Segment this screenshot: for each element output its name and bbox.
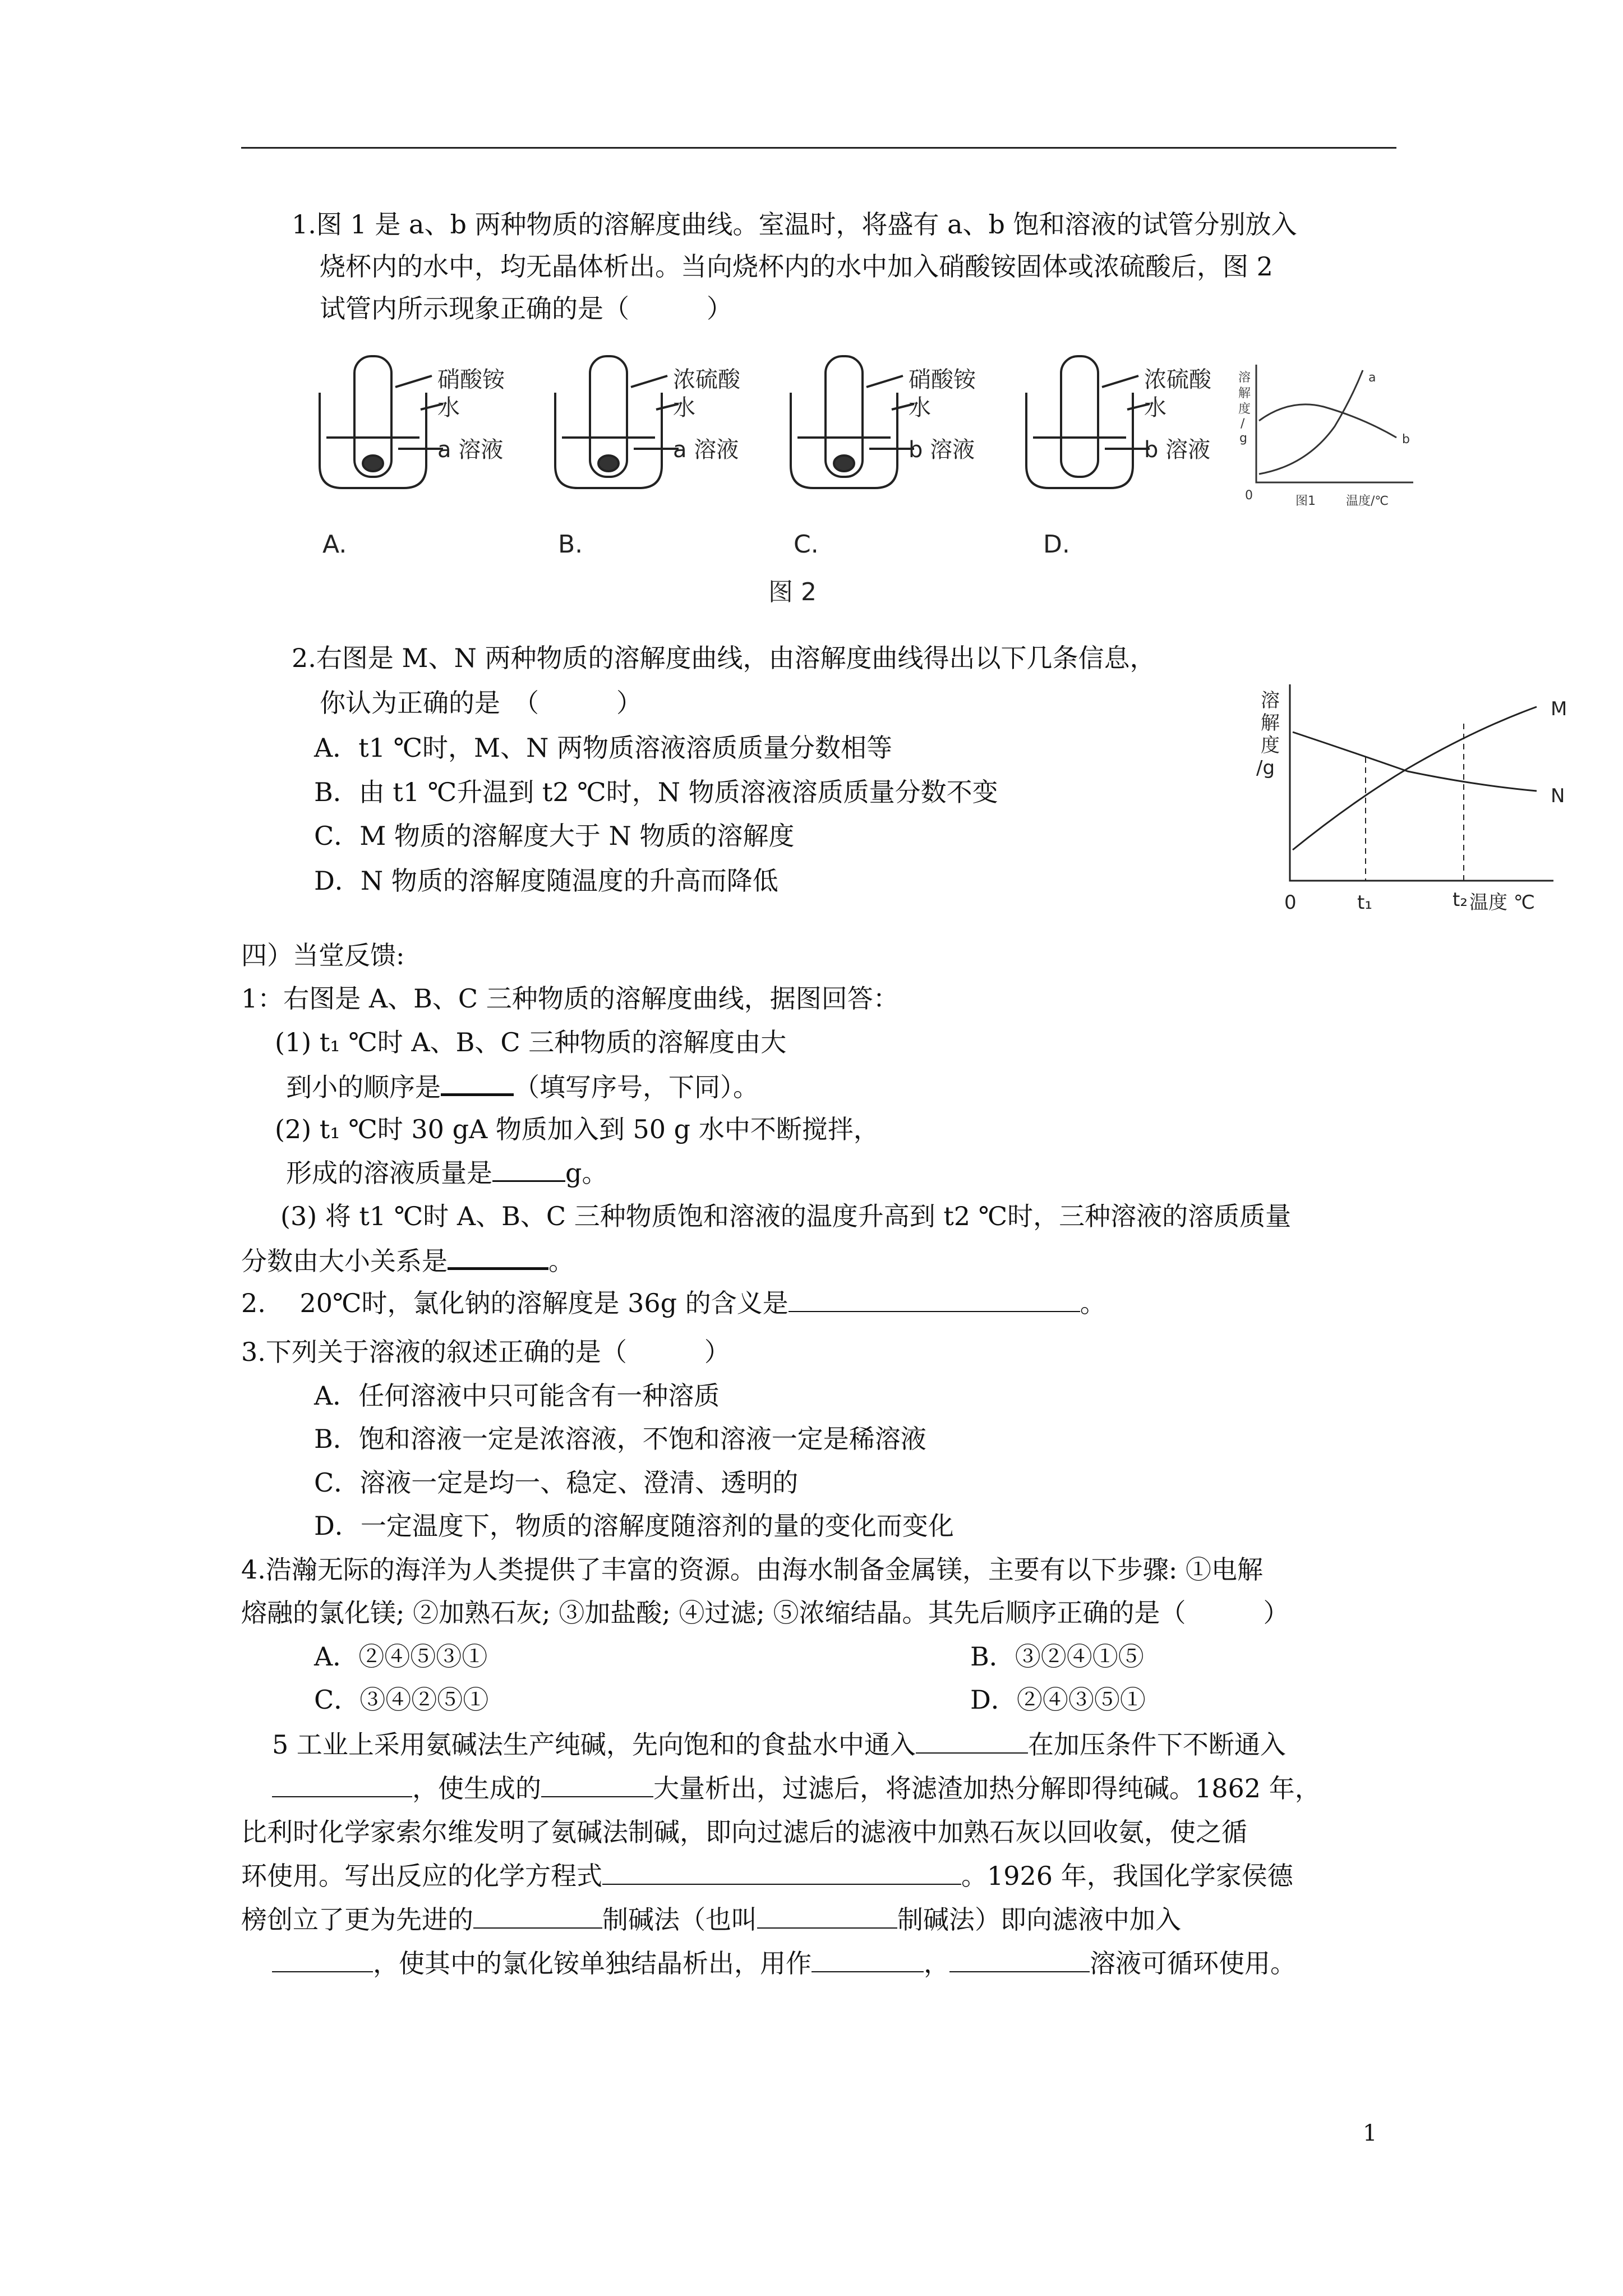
fb5-l1-text-b: 在加压条件下不断通入 [1027, 1729, 1286, 1760]
fb2-line [241, 1286, 1106, 1320]
fb5-line-6 [272, 1947, 1296, 1980]
fb5-blank-5[interactable] [473, 1903, 602, 1929]
mn-t1: t₁ [1357, 891, 1372, 914]
fb5-line-4 [241, 1859, 1293, 1893]
q2-option-c: C．M 物质的溶解度大于 N 物质的溶解度 [314, 821, 795, 851]
fb1-p1-prefix: 到小的顺序是 [286, 1072, 441, 1102]
fb1-p3-line2 [241, 1243, 574, 1278]
fig1-label-b: b [1402, 432, 1410, 447]
fb5-blank-2[interactable] [272, 1772, 412, 1797]
curve-b [1259, 404, 1396, 438]
fig1-label-a: a [1368, 371, 1376, 385]
beaker-b-water: 水 [673, 395, 695, 421]
q2-line-2: 你认为正确的是 （ ） [320, 688, 642, 718]
mn-label-n: N [1551, 785, 1565, 807]
figure-2-beakers [303, 353, 1424, 617]
beaker-d-reagent: 浓硫酸 [1144, 367, 1211, 393]
mn-xlabel: 温度 ℃ [1469, 891, 1535, 914]
fb1-p1-line2 [286, 1069, 759, 1104]
figure-2-caption: 图 2 [768, 578, 817, 606]
beaker-a-letter: A. [322, 530, 347, 559]
fb5-blank-6[interactable] [757, 1903, 897, 1929]
beaker-b-letter: B. [558, 530, 583, 559]
fb1-p1-blank[interactable] [441, 1069, 514, 1096]
figure-1-chart [1238, 365, 1413, 508]
fb5-blank-9[interactable] [949, 1947, 1090, 1972]
fig1-ylabel-5: g [1239, 431, 1247, 445]
fb1-p1-line1: (1) t₁ ℃时 A、B、C 三种物质的溶解度由大 [275, 1027, 787, 1057]
fig1-origin: 0 [1245, 489, 1253, 503]
fb3-option-a: A．任何溶液中只可能含有一种溶质 [314, 1381, 720, 1411]
q2-option-d: D．N 物质的溶解度随温度的升高而降低 [314, 866, 778, 896]
fb3-option-c: C．溶液一定是均一、稳定、澄清、透明的 [314, 1467, 799, 1498]
fb1-p2-prefix: 形成的溶液质量是 [286, 1158, 492, 1188]
fb1-p2-line1: (2) t₁ ℃时 30 gA 物质加入到 50 g 水中不断搅拌， [275, 1114, 879, 1144]
q1-line-2: 烧杯内的水中，均无晶体析出。当向烧杯内的水中加入硝酸铵固体或浓硫酸后，图 2 [320, 251, 1273, 282]
fb5-line-1 [272, 1728, 1286, 1761]
fb4-line-2: 熔融的氯化镁; ②加熟石灰; ③加盐酸; ④过滤; ⑤浓缩结晶。其先后顺序正确的是（ ） [241, 1598, 1289, 1628]
mn-ylabel-3: 度 [1261, 734, 1280, 757]
q2-option-a: A．t1 ℃时，M、N 两物质溶液溶质质量分数相等 [314, 733, 893, 763]
curve-a [1259, 370, 1363, 474]
fig1-xlabel: 温度/℃ [1346, 494, 1389, 508]
mn-ylabel-2: 解 [1261, 712, 1280, 734]
beaker-d-water: 水 [1144, 395, 1166, 421]
q1-line-3: 试管内所示现象正确的是（ ） [320, 293, 732, 324]
beaker-a-reagent: 硝酸铵 [437, 367, 505, 393]
page-number: 1 [1363, 2120, 1377, 2146]
fb4-line-1: 4.浩瀚无际的海洋为人类提供了丰富的资源。由海水制备金属镁，主要有以下步骤: ①电解 [241, 1554, 1264, 1585]
fig1-ylabel-4: / [1241, 417, 1245, 431]
fb5-l6-text-b: ， [924, 1948, 949, 1978]
fb5-line-5 [241, 1903, 1181, 1936]
fb1-p3-blank[interactable] [448, 1243, 548, 1270]
mn-solubility-chart [1239, 673, 1576, 926]
fb5-l6-text-a: ，使其中的氯化铵单独结晶析出，用作 [373, 1948, 811, 1978]
fb1-p1-suffix: （填写序号，下同）。 [514, 1072, 759, 1102]
fb2-blank[interactable] [789, 1286, 1080, 1312]
fb5-l5-text-c: 制碱法）即向滤液中加入 [897, 1904, 1181, 1935]
mn-ylabel-1: 溶 [1261, 689, 1280, 712]
fb5-l5-text-b: 制碱法（也叫 [602, 1904, 757, 1935]
fb3-stem: 3.下列关于溶液的叙述正确的是（ ） [241, 1337, 730, 1367]
fb3-option-b: B．饱和溶液一定是浓溶液，不饱和溶液一定是稀溶液 [314, 1424, 926, 1454]
beaker-b-reagent: 浓硫酸 [673, 367, 740, 393]
beaker-c-solution: b 溶液 [909, 437, 975, 463]
fb5-blank-7[interactable] [272, 1947, 373, 1972]
fb5-l4-text-b: 。1926 年，我国化学家侯德 [961, 1861, 1293, 1891]
fb5-l1-text-a: 5 工业上采用氨碱法生产纯碱，先向饱和的食盐水中通入 [272, 1729, 916, 1760]
fb5-l5-text-a: 榜创立了更为先进的 [241, 1904, 473, 1935]
fb1-p2-line2 [286, 1156, 607, 1190]
fb1-p3-prefix: 分数由大小关系是 [241, 1246, 448, 1276]
curve-n [1293, 732, 1537, 791]
fb1-p3-line1: (3) 将 t1 ℃时 A、B、C 三种物质饱和溶液的温度升高到 t2 ℃时，三种溶液的溶质质量 [280, 1201, 1292, 1231]
beaker-a-water: 水 [437, 395, 460, 421]
fb4-option-b: B．③②④①⑤ [970, 1641, 1144, 1672]
fb2-end: 。 [1080, 1288, 1106, 1318]
beaker-c-water: 水 [909, 395, 931, 421]
beaker-d-letter: D. [1043, 530, 1070, 559]
fb5-blank-4[interactable] [602, 1859, 961, 1885]
fb5-blank-1[interactable] [916, 1728, 1028, 1754]
fb5-l4-text-a: 环使用。写出反应的化学方程式 [241, 1861, 602, 1891]
fb2-text: 2. 20℃时，氯化钠的溶解度是 36g 的含义是 [241, 1288, 789, 1318]
mn-t2: t₂ [1453, 889, 1468, 911]
beaker-a-solution: a 溶液 [437, 437, 504, 463]
q2-line-1: 2.右图是 M、N 两种物质的溶解度曲线，由溶解度曲线得出以下几条信息， [292, 643, 1156, 673]
fb1-p2-suffix: g。 [565, 1158, 608, 1188]
q1-line-1: 1.图 1 是 a、b 两种物质的溶解度曲线。室温时，将盛有 a、b 饱和溶液的试管分别放入 [292, 209, 1297, 240]
fb5-l2-text-a: ，使生成的 [412, 1773, 541, 1803]
beaker-d-solution: b 溶液 [1144, 437, 1211, 463]
fig1-ylabel-1: 溶 [1238, 371, 1251, 385]
fb1-p3-suffix: 。 [548, 1246, 574, 1276]
fb3-option-d: D．一定温度下，物质的溶解度随溶剂的量的变化而变化 [314, 1511, 954, 1541]
header-rule [241, 147, 1396, 149]
beaker-c-letter: C. [794, 530, 819, 559]
fb5-l6-text-c: 溶液可循环使用。 [1090, 1948, 1296, 1978]
beaker-c-reagent: 硝酸铵 [909, 367, 976, 393]
fb4-option-c: C．③④②⑤① [314, 1685, 489, 1715]
curve-m [1293, 707, 1537, 850]
fig1-caption: 图1 [1295, 494, 1316, 508]
fb5-blank-3[interactable] [541, 1772, 653, 1797]
fb5-line-3: 比利时化学家索尔维发明了氨碱法制碱，即向过滤后的滤液中加熟石灰以回收氨，使之循 [241, 1817, 1247, 1847]
fb5-line-2 [272, 1772, 1321, 1805]
mn-label-m: M [1551, 698, 1567, 720]
fig1-ylabel-3: 度 [1238, 402, 1251, 416]
fig1-ylabel-2: 解 [1238, 386, 1251, 401]
fb4-option-a: A．②④⑤③① [314, 1641, 488, 1672]
fb1-intro: 1：右图是 A、B、C 三种物质的溶解度曲线，据图回答： [241, 983, 899, 1014]
mn-ylabel-4: /g [1256, 757, 1275, 779]
section-title: 四）当堂反馈: [241, 940, 405, 970]
fb5-blank-8[interactable] [811, 1947, 924, 1972]
fb1-p2-blank[interactable] [492, 1156, 565, 1182]
fb5-l2-text-b: 大量析出，过滤后，将滤渣加热分解即得纯碱。1862 年， [653, 1773, 1321, 1803]
beaker-b-solution: a 溶液 [673, 437, 739, 463]
mn-origin: 0 [1284, 891, 1297, 914]
q2-option-b: B．由 t1 ℃升温到 t2 ℃时，N 物质溶液溶质质量分数不变 [314, 777, 998, 807]
fb4-option-d: D．②④③⑤① [970, 1685, 1146, 1715]
